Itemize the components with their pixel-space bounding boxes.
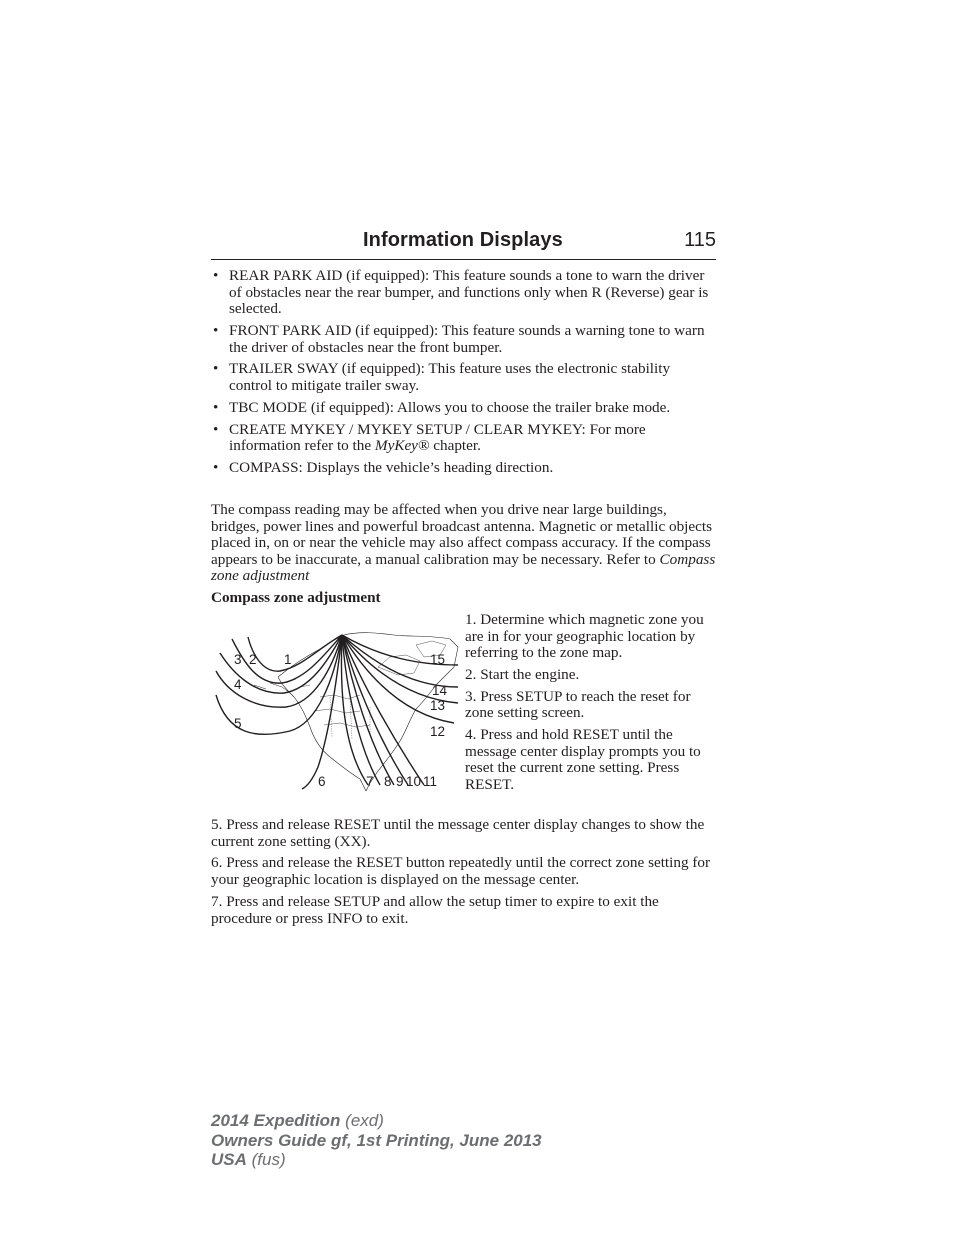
step-1: 1. Determine which magnetic zone you are in for your geographic location by referring to the zone map.	[465, 611, 704, 662]
zone-label: 14	[432, 683, 448, 698]
zone-label: 4	[234, 677, 242, 692]
steps-right-column	[465, 612, 717, 799]
zone-label: 7	[366, 774, 374, 789]
footer-line-3: USA (fus)	[211, 1150, 286, 1169]
bullet-item: • COMPASS: Displays the vehicle’s heading direction.	[213, 458, 554, 476]
step-4: 4. Press and hold RESET until the message center display prompts you to reset the current zone setting. Press RESET.	[465, 726, 701, 793]
bullet-item: • TRAILER SWAY (if equipped): This feature uses the electronic stability control to mitigate trailer sway.	[213, 360, 671, 394]
compass-paragraph: The compass reading may be affected when you drive near large buildings, bridges, power lines and powerful broadcast antenna. Magnetic or metallic objects placed in, on or near the vehicle may also affect compass accuracy. If the compass appears to be inaccurate, a manual calibration may be necessary. Refer to Compass zone adjustment	[211, 501, 716, 585]
mykey-reference: MyKey®	[374, 437, 430, 455]
zone-label: 15	[430, 652, 446, 667]
zone-label: 8	[384, 774, 392, 789]
bullet-item: • FRONT PARK AID (if equipped): This feature sounds a warning tone to warn the driver of obstacles near the front bumper.	[213, 321, 705, 356]
zone-label: 13	[430, 698, 446, 713]
zone-label: 3	[234, 652, 242, 667]
step-7: 7. Press and release SETUP and allow the setup timer to expire to exit the procedure or press INFO to exit.	[211, 893, 659, 927]
step-6: 6. Press and release the RESET button repeatedly until the correct zone setting for your geographic location is displayed on the message center.	[211, 854, 711, 888]
compass-zone-reference: Compass zone adjustment	[211, 550, 716, 585]
page-title: Information Displays	[363, 229, 563, 251]
footer-line-2: Owners Guide gf, 1st Printing, June 2013	[211, 1130, 542, 1150]
zone-label: 10	[406, 774, 422, 789]
zone-labels	[234, 652, 448, 789]
compass-zone-map	[210, 627, 462, 793]
zone-label: 12	[430, 724, 446, 739]
page-footer	[211, 1111, 542, 1170]
step-2: 2. Start the engine.	[465, 665, 580, 683]
zone-label: 6	[318, 774, 326, 789]
step-5: 5. Press and release RESET until the message center display changes to show the current zone setting (XX).	[211, 816, 705, 850]
footer-line-1: 2014 Expedition (exd)	[211, 1111, 384, 1130]
zone-label: 2	[249, 652, 257, 667]
bullet-item: • TBC MODE (if equipped): Allows you to choose the trailer brake mode.	[213, 398, 671, 416]
zone-label: 11	[423, 774, 438, 789]
section-heading: Compass zone adjustment	[211, 589, 381, 606]
zone-label: 1	[284, 652, 292, 667]
bullet-item: • REAR PARK AID (if equipped): This feature sounds a tone to warn the driver of obstacles near the rear bumper, and functions only when R (Reverse) gear is selected.	[213, 267, 709, 318]
zone-label: 5	[234, 716, 242, 731]
bullet-item: • CREATE MYKEY / MYKEY SETUP / CLEAR MYKEY: For more information refer to the MyKey® chapter.	[213, 420, 646, 455]
zone-label: 9	[396, 774, 404, 789]
feature-bullet-list	[211, 268, 716, 482]
step-3: 3. Press SETUP to reach the reset for zone setting screen.	[465, 687, 691, 722]
page-number: 115	[684, 229, 716, 251]
page-header	[211, 229, 716, 260]
